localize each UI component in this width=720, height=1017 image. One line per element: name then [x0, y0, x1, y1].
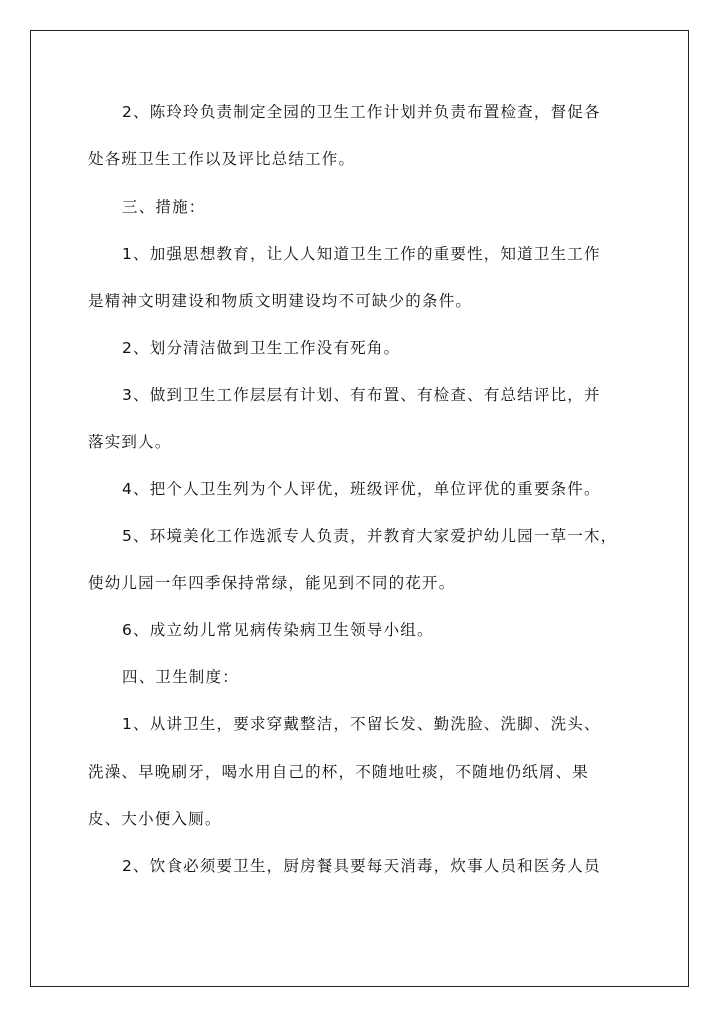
paragraph-line: 落实到人。 — [88, 433, 172, 451]
paragraph-line: 处各班卫生工作以及评比总结工作。 — [88, 150, 356, 168]
paragraph-line: 2、饮食必须要卫生，厨房餐具要每天消毒，炊事人员和医务人员 — [122, 857, 601, 875]
paragraph-line: 6、成立幼儿常见病传染病卫生领导小组。 — [122, 621, 434, 639]
paragraph-line: 洗澡、早晚刷牙，喝水用自己的杯，不随地吐痰，不随地仍纸屑、果 — [88, 763, 590, 781]
paragraph-line: 1、从讲卫生，要求穿戴整洁，不留长发、勤洗脸、洗脚、洗头、 — [122, 715, 601, 733]
paragraph-line: 皮、大小便入厕。 — [88, 810, 222, 828]
paragraph-line: 4、把个人卫生列为个人评优，班级评优，单位评优的重要条件。 — [122, 480, 601, 498]
section-heading: 四、卫生制度： — [122, 668, 239, 686]
page-border — [30, 30, 689, 987]
paragraph-line: 是精神文明建设和物质文明建设均不可缺少的条件。 — [88, 292, 473, 310]
paragraph-line: 3、做到卫生工作层层有计划、有布置、有检查、有总结评比，并 — [122, 386, 601, 404]
paragraph-line: 2、陈玲玲负责制定全园的卫生工作计划并负责布置检查，督促各 — [122, 103, 601, 121]
paragraph-line: 使幼儿园一年四季保持常绿，能见到不同的花开。 — [88, 574, 456, 592]
paragraph-line: 5、环境美化工作选派专人负责，并教育大家爱护幼儿园一草一木， — [122, 527, 618, 545]
section-heading: 三、措施： — [122, 198, 206, 216]
paragraph-line: 1、加强思想教育，让人人知道卫生工作的重要性，知道卫生工作 — [122, 245, 601, 263]
paragraph-line: 2、划分清洁做到卫生工作没有死角。 — [122, 339, 401, 357]
